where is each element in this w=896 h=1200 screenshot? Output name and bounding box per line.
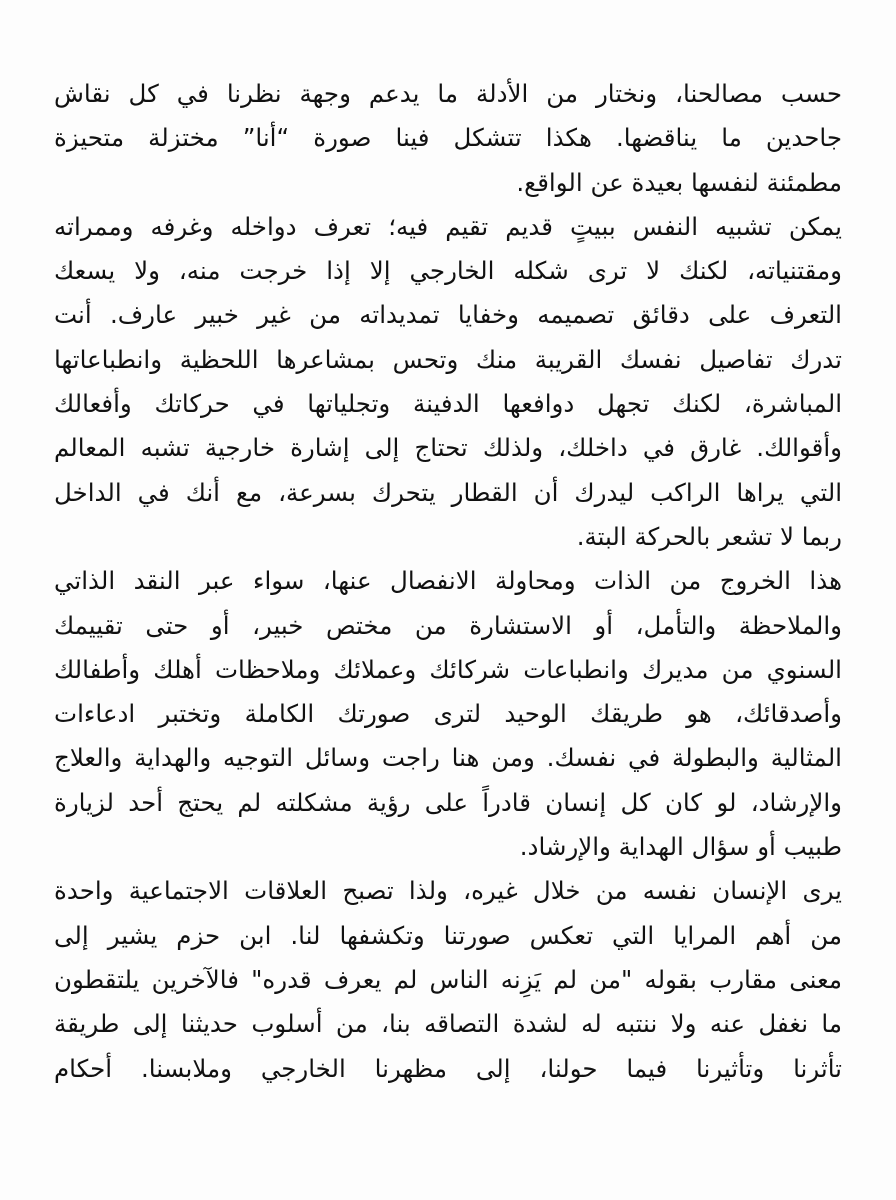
text-line: يمكن تشبيه النفس ببيتٍ قديم تقيم فيه؛ تعرف دواخله وغرفه وممراته — [54, 211, 842, 241]
text-line: طبيب أو سؤال الهداية والإرشاد. — [519, 832, 842, 862]
text-line: جاحدين ما يناقضها. هكذا تتشكل فينا صورة “أنا” مختزلة متحيزة — [54, 123, 842, 153]
text-line: يرى الإنسان نفسه من خلال غيره، ولذا تصبح العلاقات الاجتماعية واحدة — [54, 876, 842, 906]
text-line: المباشرة، لكنك تجهل دوافعها الدفينة وتجلياتها في حركاتك وأفعالك — [54, 389, 842, 419]
text-line: والملاحظة والتأمل، أو الاستشارة من مختص خبير، أو حتى تقييمك — [54, 610, 842, 640]
text-line: ما نغفل عنه ولا ننتبه له لشدة التصاقه بنا، من أسلوب حديثنا إلى طريقة — [54, 1009, 842, 1039]
body-text — [54, 72, 842, 1091]
text-line: التعرف على دقائق تصميمه وخفايا تمديداته من غير خبير عارف. أنت — [54, 300, 842, 330]
text-line: المثالية والبطولة في نفسك. ومن هنا راجت وسائل التوجيه والهداية والعلاج — [54, 743, 842, 773]
text-line: مطمئنة لنفسها بعيدة عن الواقع. — [516, 167, 842, 197]
text-line: وأصدقائك، هو طريقك الوحيد لترى صورتك الكاملة وتختبر ادعاءات — [54, 699, 842, 729]
text-line: التي يراها الراكب ليدرك أن القطار يتحرك بسرعة، مع أنك في الداخل — [54, 477, 842, 507]
text-line: من أهم المرايا التي تعكس صورتنا وتكشفها لنا. ابن حزم يشير إلى — [54, 920, 842, 950]
text-line: حسب مصالحنا، ونختار من الأدلة ما يدعم وجهة نظرنا في كل نقاش — [54, 79, 842, 108]
text-line: تأثرنا وتأثيرنا فيما حولنا، إلى مظهرنا الخارجي وملابسنا. أحكام — [54, 1053, 842, 1083]
text-line: ومقتنياته، لكنك لا ترى شكله الخارجي إلا إذا خرجت منه، ولا يسعك — [54, 256, 842, 286]
text-line: هذا الخروج من الذات ومحاولة الانفصال عنها، سواء عبر النقد الذاتي — [54, 566, 842, 596]
text-line: تدرك تفاصيل نفسك القريبة منك وتحس بمشاعرها اللحظية وانطباعاتها — [54, 344, 842, 374]
text-line: وأقوالك. غارق في داخلك، ولذلك تحتاج إلى إشارة خارجية تشبه المعالم — [54, 433, 842, 463]
text-line: ربما لا تشعر بالحركة البتة. — [576, 521, 842, 551]
text-line: والإرشاد، لو كان كل إنسان قادراً على رؤية مشكلته لم يحتج أحد لزيارة — [54, 787, 842, 817]
text-line: السنوي من مديرك وانطباعات شركائك وعملائك وملاحظات أهلك وأطفالك — [54, 654, 842, 684]
text-line: معنى مقارب بقوله "من لم يَزِنه الناس لم يعرف قدره" فالآخرين يلتقطون — [54, 964, 842, 994]
